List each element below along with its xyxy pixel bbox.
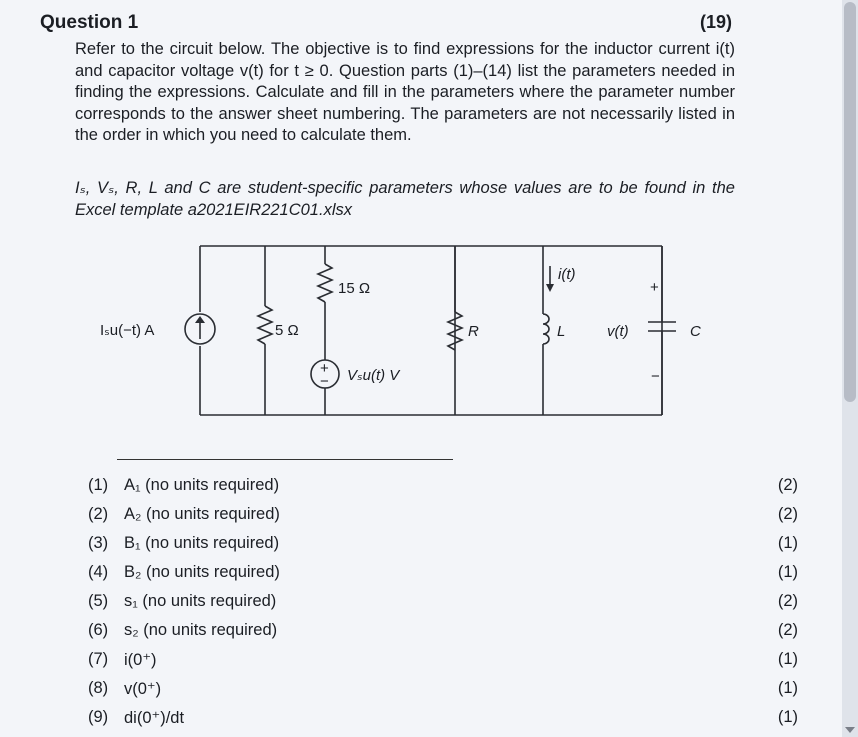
item-number: (6) bbox=[88, 621, 109, 639]
section-divider bbox=[117, 459, 453, 460]
item-marks: (1) bbox=[777, 534, 798, 552]
list-item bbox=[88, 532, 798, 561]
item-text: A₁ (no units required) bbox=[124, 476, 280, 494]
item-text: B₁ (no units required) bbox=[124, 534, 280, 552]
item-marks: (1) bbox=[777, 650, 798, 668]
item-number: (8) bbox=[88, 679, 109, 697]
list-item bbox=[88, 648, 798, 677]
current-arrow-icon bbox=[546, 284, 554, 292]
item-marks: (2) bbox=[777, 505, 798, 523]
item-number: (2) bbox=[88, 505, 109, 523]
item-marks: (1) bbox=[777, 679, 798, 697]
list-item bbox=[88, 590, 798, 619]
resistor-5-label: 5 Ω bbox=[275, 322, 299, 339]
list-item bbox=[88, 561, 798, 590]
resistor-r-label: R bbox=[468, 323, 479, 340]
item-marks: (2) bbox=[777, 592, 798, 610]
item-number: (7) bbox=[88, 650, 109, 668]
item-number: (5) bbox=[88, 592, 109, 610]
inductor-label: L bbox=[557, 323, 566, 340]
vs-minus-sign: − bbox=[320, 373, 329, 390]
item-text: s₁ (no units required) bbox=[124, 592, 277, 610]
scrollbar-thumb[interactable] bbox=[844, 2, 856, 402]
item-text: s₂ (no units required) bbox=[124, 621, 278, 639]
item-marks: (1) bbox=[777, 563, 798, 581]
item-text: B₂ (no units required) bbox=[124, 563, 280, 581]
capacitor-voltage-label: v(t) bbox=[607, 323, 629, 340]
item-marks: (2) bbox=[777, 476, 798, 494]
vs-plus-sign: + bbox=[320, 360, 329, 377]
item-number: (1) bbox=[88, 476, 109, 494]
item-text: di(0⁺)/dt bbox=[124, 709, 185, 727]
list-item bbox=[88, 677, 798, 706]
item-marks: (2) bbox=[777, 621, 798, 639]
question-title: Question 1 bbox=[40, 12, 139, 33]
item-number: (4) bbox=[88, 563, 109, 581]
parameter-list bbox=[88, 474, 798, 735]
question-instructions: Refer to the circuit below. The objective is to find expressions for the inductor current i(t) and capacitor voltage v(t) for t ≥ 0. Question parts (1)–(14) list the parameters needed in finding the expressions. Calculate and fill in the parameters where the parameter number corresponds to the answer sheet numbering. The parameters are not necessarily listed in the order in which you need to calculate them. bbox=[75, 40, 735, 144]
capacitor-label: C bbox=[690, 323, 701, 340]
voltage-source-label: Vₛu(t) V bbox=[347, 367, 400, 384]
item-number: (3) bbox=[88, 534, 109, 552]
item-text: A₂ (no units required) bbox=[124, 505, 280, 523]
vertical-scrollbar[interactable] bbox=[842, 0, 858, 737]
capacitor-minus-sign: − bbox=[651, 368, 660, 385]
item-text: v(0⁺) bbox=[124, 680, 162, 698]
list-item bbox=[88, 619, 798, 648]
item-marks: (1) bbox=[777, 708, 798, 726]
list-item bbox=[88, 503, 798, 532]
list-item bbox=[88, 706, 798, 735]
parameter-note: Iₛ, Vₛ, R, L and C are student-specific parameters whose values are to be found in the Excel template a2021EIR221C01.xlsx bbox=[75, 179, 735, 219]
item-number: (9) bbox=[88, 708, 109, 726]
list-item bbox=[88, 474, 798, 503]
scroll-down-icon[interactable] bbox=[845, 727, 855, 733]
inductor-current-label: i(t) bbox=[558, 266, 576, 283]
item-text: i(0⁺) bbox=[124, 651, 157, 669]
current-source-label: Iₛu(−t) A bbox=[100, 322, 155, 339]
resistor-15-label: 15 Ω bbox=[338, 280, 371, 297]
capacitor-plus-sign: + bbox=[650, 279, 659, 296]
question-marks: (19) bbox=[700, 12, 733, 32]
